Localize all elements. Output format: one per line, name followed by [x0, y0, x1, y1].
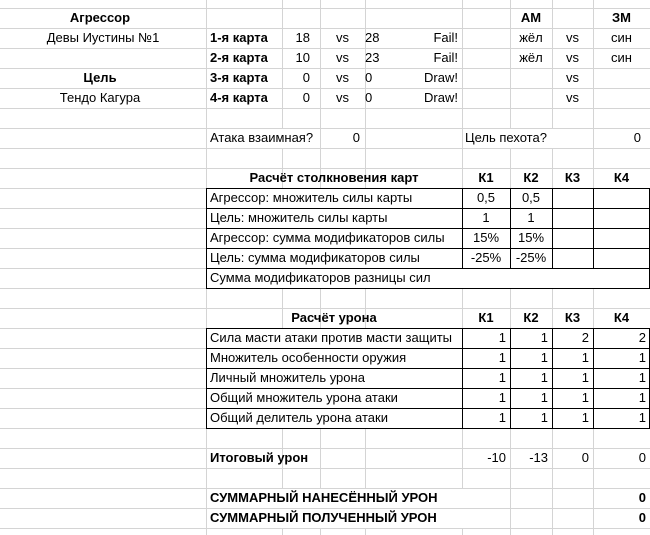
damage-table-title: Расчёт урона [291, 310, 377, 325]
total-received-damage-label: СУММАРНЫЙ ПОЛУЧЕННЫЙ УРОН [210, 510, 437, 525]
card-label: 3-я карта [210, 70, 268, 85]
clash-row-value: 15% [472, 230, 500, 245]
damage-row-value: 1 [540, 370, 548, 385]
clash-row-value: -25% [515, 250, 547, 265]
zm-label: ЗМ [612, 10, 631, 25]
clash-column-header: К3 [564, 170, 581, 185]
card-zm-color [593, 88, 650, 108]
aggressor-label: Агрессор [69, 10, 131, 25]
clash-row-label: Цель: множитель силы карты [210, 210, 388, 225]
damage-row-value: 1 [498, 330, 506, 345]
card-result: Draw! [424, 70, 458, 85]
total-dealt-damage-label: СУММАРНЫЙ НАНЕСЁННЫЙ УРОН [210, 490, 438, 505]
target-name: Тендо Кагура [59, 90, 141, 105]
damage-row-value: 1 [638, 350, 646, 365]
card-target-value: 0 [365, 70, 373, 85]
target-infantry-label: Цель пехота? [465, 130, 547, 145]
damage-row-label: Личный множитель урона [210, 370, 365, 385]
card-result: Fail! [433, 30, 458, 45]
card-color-vs: vs [566, 50, 579, 65]
damage-row-value: 1 [581, 410, 589, 425]
damage-row-value: 1 [638, 410, 646, 425]
card-result: Draw! [424, 90, 458, 105]
damage-row-value: 1 [638, 370, 646, 385]
damage-row-value: 1 [540, 330, 548, 345]
total-damage-label: Итоговый урон [210, 450, 309, 465]
mutual-attack-value: 0 [352, 130, 360, 145]
clash-row-value [552, 268, 593, 288]
total-received-damage-value: 0 [638, 510, 646, 525]
card-am-color [510, 88, 552, 108]
clash-row-value [552, 248, 593, 268]
card-aggressor-value: 18 [295, 30, 310, 45]
card-zm-color: син [611, 50, 632, 65]
damage-row-value: 1 [581, 370, 589, 385]
card-target-value: 23 [365, 50, 380, 65]
clash-row-value [593, 208, 650, 228]
damage-row-value: 1 [498, 370, 506, 385]
clash-column-header: К4 [613, 170, 630, 185]
aggressor-name: Девы Иустины №1 [46, 30, 160, 45]
card-zm-color: син [611, 30, 632, 45]
card-label: 2-я карта [210, 50, 268, 65]
damage-row-value: 1 [638, 390, 646, 405]
am-label: АМ [520, 10, 542, 25]
card-aggressor-value: 10 [295, 50, 310, 65]
clash-row-value: 0,5 [476, 190, 496, 205]
damage-column-header: К1 [478, 310, 494, 325]
card-aggressor-value: 0 [302, 70, 310, 85]
card-zm-color [593, 68, 650, 88]
clash-row-value [593, 268, 650, 288]
clash-column-header: К2 [523, 170, 539, 185]
gridline [206, 428, 650, 429]
damage-row-label: Общий множитель урона атаки [210, 390, 398, 405]
damage-column-header: К2 [523, 310, 539, 325]
damage-column-header: К3 [564, 310, 581, 325]
card-vs: vs [336, 50, 349, 65]
clash-row-value: 15% [517, 230, 545, 245]
damage-row-label: Множитель особенности оружия [210, 350, 407, 365]
clash-row-label: Сумма модификаторов разницы сил [210, 270, 431, 285]
card-result: Fail! [433, 50, 458, 65]
damage-row-value: 2 [638, 330, 646, 345]
clash-row-value [462, 268, 510, 288]
clash-row-value [552, 208, 593, 228]
clash-row-value [593, 228, 650, 248]
clash-row-label: Агрессор: множитель силы карты [210, 190, 413, 205]
clash-row-value: 1 [482, 210, 490, 225]
card-label: 4-я карта [210, 90, 268, 105]
card-am-color: жёл [519, 30, 543, 45]
clash-row-value: -25% [470, 250, 502, 265]
damage-row-value: 1 [540, 390, 548, 405]
card-color-vs: vs [566, 90, 579, 105]
clash-row-label: Агрессор: сумма модификаторов силы [210, 230, 445, 245]
total-damage-value: -13 [529, 450, 548, 465]
card-vs: vs [336, 30, 349, 45]
damage-row-value: 2 [581, 330, 589, 345]
clash-row-value: 1 [527, 210, 535, 225]
card-target-value: 28 [365, 30, 380, 45]
clash-table-title: Расчёт столкновения карт [249, 170, 419, 185]
clash-row-value [510, 268, 552, 288]
card-color-vs: vs [566, 30, 579, 45]
total-damage-value: 0 [581, 450, 589, 465]
target-infantry-value: 0 [633, 130, 641, 145]
clash-row-value [593, 188, 650, 208]
damage-row-value: 1 [498, 390, 506, 405]
card-vs: vs [336, 90, 349, 105]
total-damage-value: -10 [487, 450, 506, 465]
clash-column-header: К1 [478, 170, 494, 185]
damage-row-value: 1 [540, 350, 548, 365]
clash-row-value: 0,5 [521, 190, 541, 205]
card-vs: vs [336, 70, 349, 85]
damage-row-value: 1 [581, 390, 589, 405]
damage-column-header: К4 [613, 310, 630, 325]
clash-row-value [552, 188, 593, 208]
damage-row-value: 1 [540, 410, 548, 425]
card-am-color [510, 68, 552, 88]
card-aggressor-value: 0 [302, 90, 310, 105]
damage-row-label: Сила масти атаки против масти защиты [210, 330, 453, 345]
clash-row-value [593, 248, 650, 268]
damage-row-value: 1 [581, 350, 589, 365]
card-am-color: жёл [519, 50, 543, 65]
card-target-value: 0 [365, 90, 373, 105]
mutual-attack-label: Атака взаимная? [210, 130, 314, 145]
card-color-vs: vs [566, 70, 579, 85]
total-damage-value: 0 [638, 450, 646, 465]
damage-row-value: 1 [498, 410, 506, 425]
total-dealt-damage-value: 0 [638, 490, 646, 505]
clash-row-label: Цель: сумма модификаторов силы [210, 250, 420, 265]
damage-row-value: 1 [498, 350, 506, 365]
card-label: 1-я карта [210, 30, 268, 45]
clash-row-value [552, 228, 593, 248]
damage-row-label: Общий делитель урона атаки [210, 410, 388, 425]
gridline [206, 288, 650, 289]
target-label: Цель [83, 70, 117, 85]
